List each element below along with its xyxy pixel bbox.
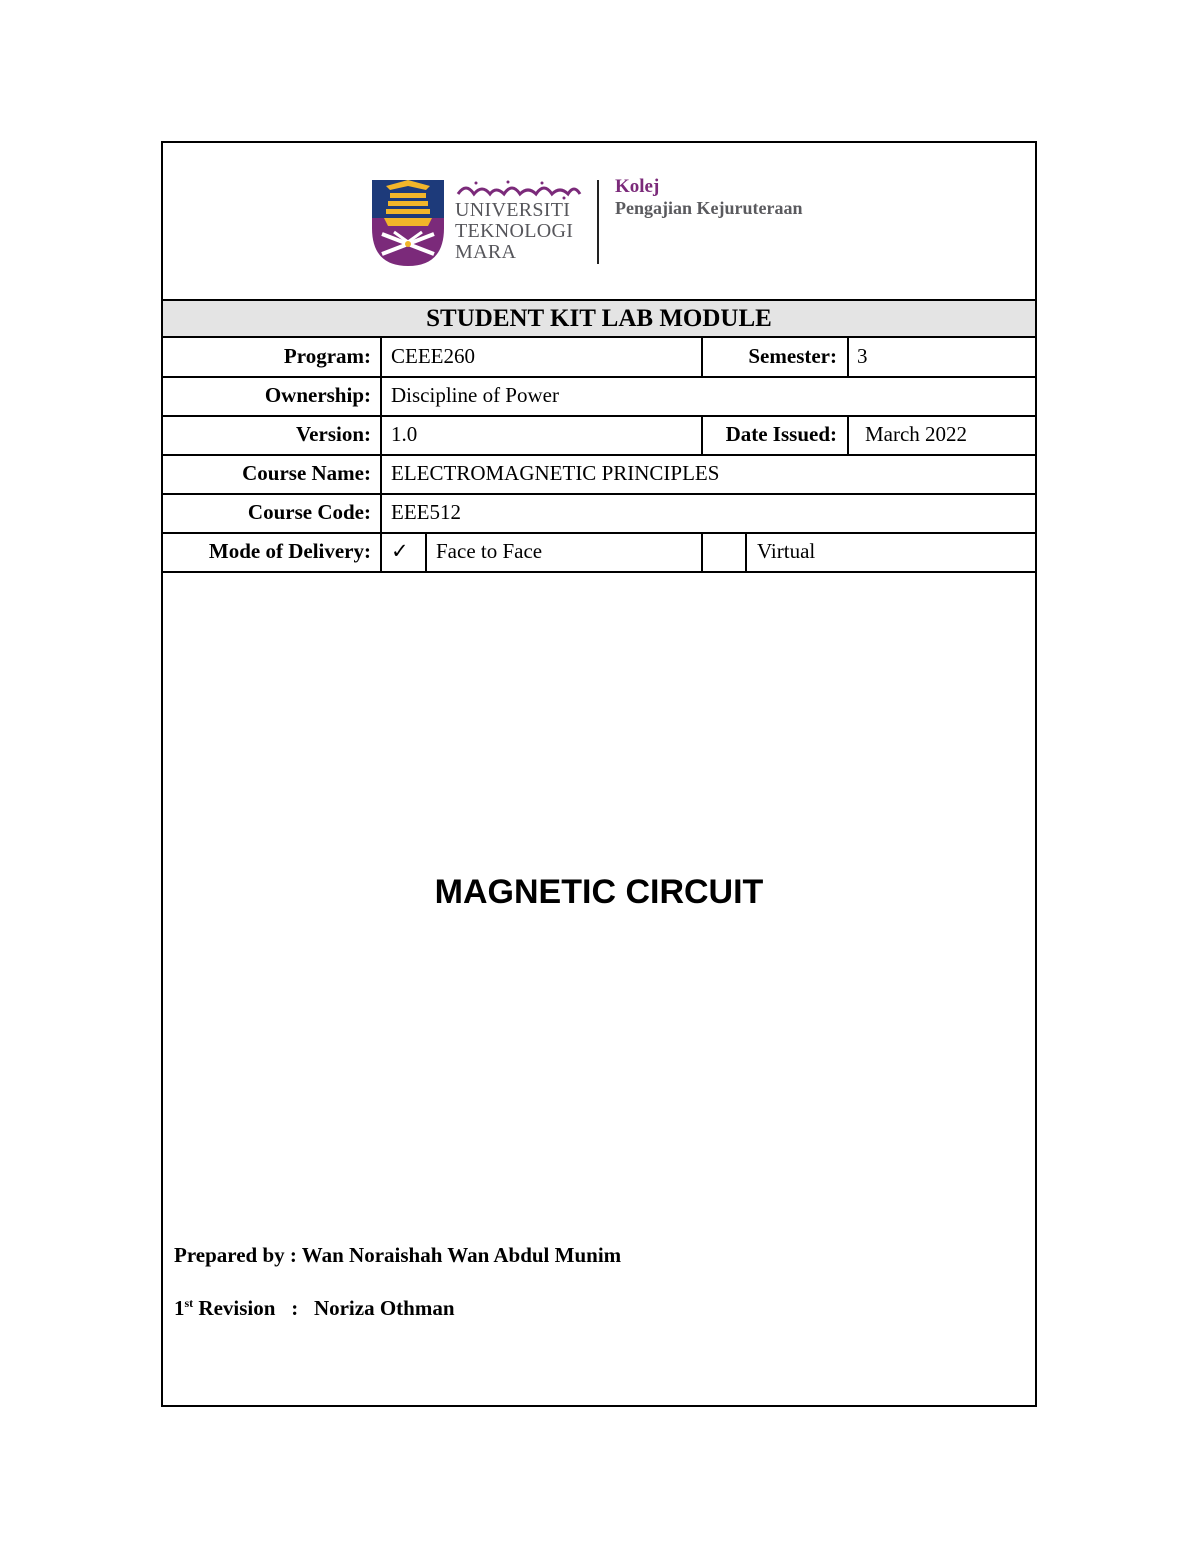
version-label: Version:: [295, 422, 371, 446]
table-rule: [161, 415, 1037, 417]
ownership-value: Discipline of Power: [391, 383, 559, 407]
module-title: MAGNETIC CIRCUIT: [434, 873, 764, 911]
row-ownership: [161, 377, 1037, 416]
table-rule: [701, 416, 703, 455]
row-version: [161, 416, 1037, 455]
row-course-code: [161, 494, 1037, 533]
virtual-label: Virtual: [757, 539, 816, 563]
face-to-face-label: Face to Face: [436, 539, 543, 563]
kolej-label: Kolej: [615, 176, 660, 197]
revision-suffix: st: [184, 1296, 194, 1310]
row-course-name: [161, 455, 1037, 494]
course-code-value: EEE512: [391, 500, 461, 524]
program-value: CEEE260: [391, 344, 475, 368]
course-name-label: Course Name:: [242, 461, 371, 485]
table-rule: [161, 493, 1037, 495]
ownership-label: Ownership:: [264, 383, 371, 407]
virtual-checkbox[interactable]: [702, 533, 746, 572]
table-rule: [380, 338, 382, 573]
jawi-wordmark-icon: [456, 178, 582, 200]
table-rule: [161, 532, 1037, 534]
prepared-by: Prepared by : Wan Noraishah Wan Abdul Munim: [174, 1243, 622, 1267]
table-rule: [161, 454, 1037, 456]
logo-divider: [597, 180, 599, 264]
university-name: [455, 200, 573, 263]
semester-label: Semester:: [748, 344, 837, 368]
revision-separator: :: [275, 1296, 314, 1320]
semester-value: 3: [857, 344, 868, 368]
uni-line-3: MARA: [455, 241, 517, 263]
uitm-logo: [370, 178, 850, 270]
revision-number: 1: [174, 1296, 185, 1320]
course-name-value: ELECTROMAGNETIC PRINCIPLES: [391, 461, 720, 485]
revision-name: Noriza Othman: [313, 1296, 455, 1320]
table-rule: [701, 338, 703, 377]
date-issued-label: Date Issued:: [725, 422, 837, 446]
arabic-script: [456, 178, 582, 200]
table-rule: [745, 533, 747, 573]
uitm-crest-icon: [370, 178, 446, 268]
table-rule: [701, 533, 703, 573]
table-rule: [847, 416, 849, 455]
program-label: Program:: [283, 344, 371, 368]
table-rule: [161, 376, 1037, 378]
face-to-face-checkbox[interactable]: ✓: [391, 539, 409, 563]
table-rule: [847, 338, 849, 377]
date-issued-value: March 2022: [865, 422, 968, 446]
table-rule: [161, 571, 1037, 573]
uni-line-2: TEKNOLOGI: [455, 220, 574, 242]
revision-line: [174, 1296, 455, 1321]
faculty-name: Pengajian Kejuruteraan: [615, 198, 803, 218]
row-delivery: [161, 533, 1037, 572]
course-code-label: Course Code:: [247, 500, 371, 524]
delivery-label: Mode of Delivery:: [208, 539, 371, 563]
row-program: [161, 338, 1037, 377]
table-rule: [425, 533, 427, 573]
uni-line-1: UNIVERSITI: [455, 199, 571, 221]
revision-label: Revision: [193, 1296, 276, 1320]
module-header: STUDENT KIT LAB MODULE: [161, 299, 1037, 338]
version-value: 1.0: [391, 422, 418, 446]
